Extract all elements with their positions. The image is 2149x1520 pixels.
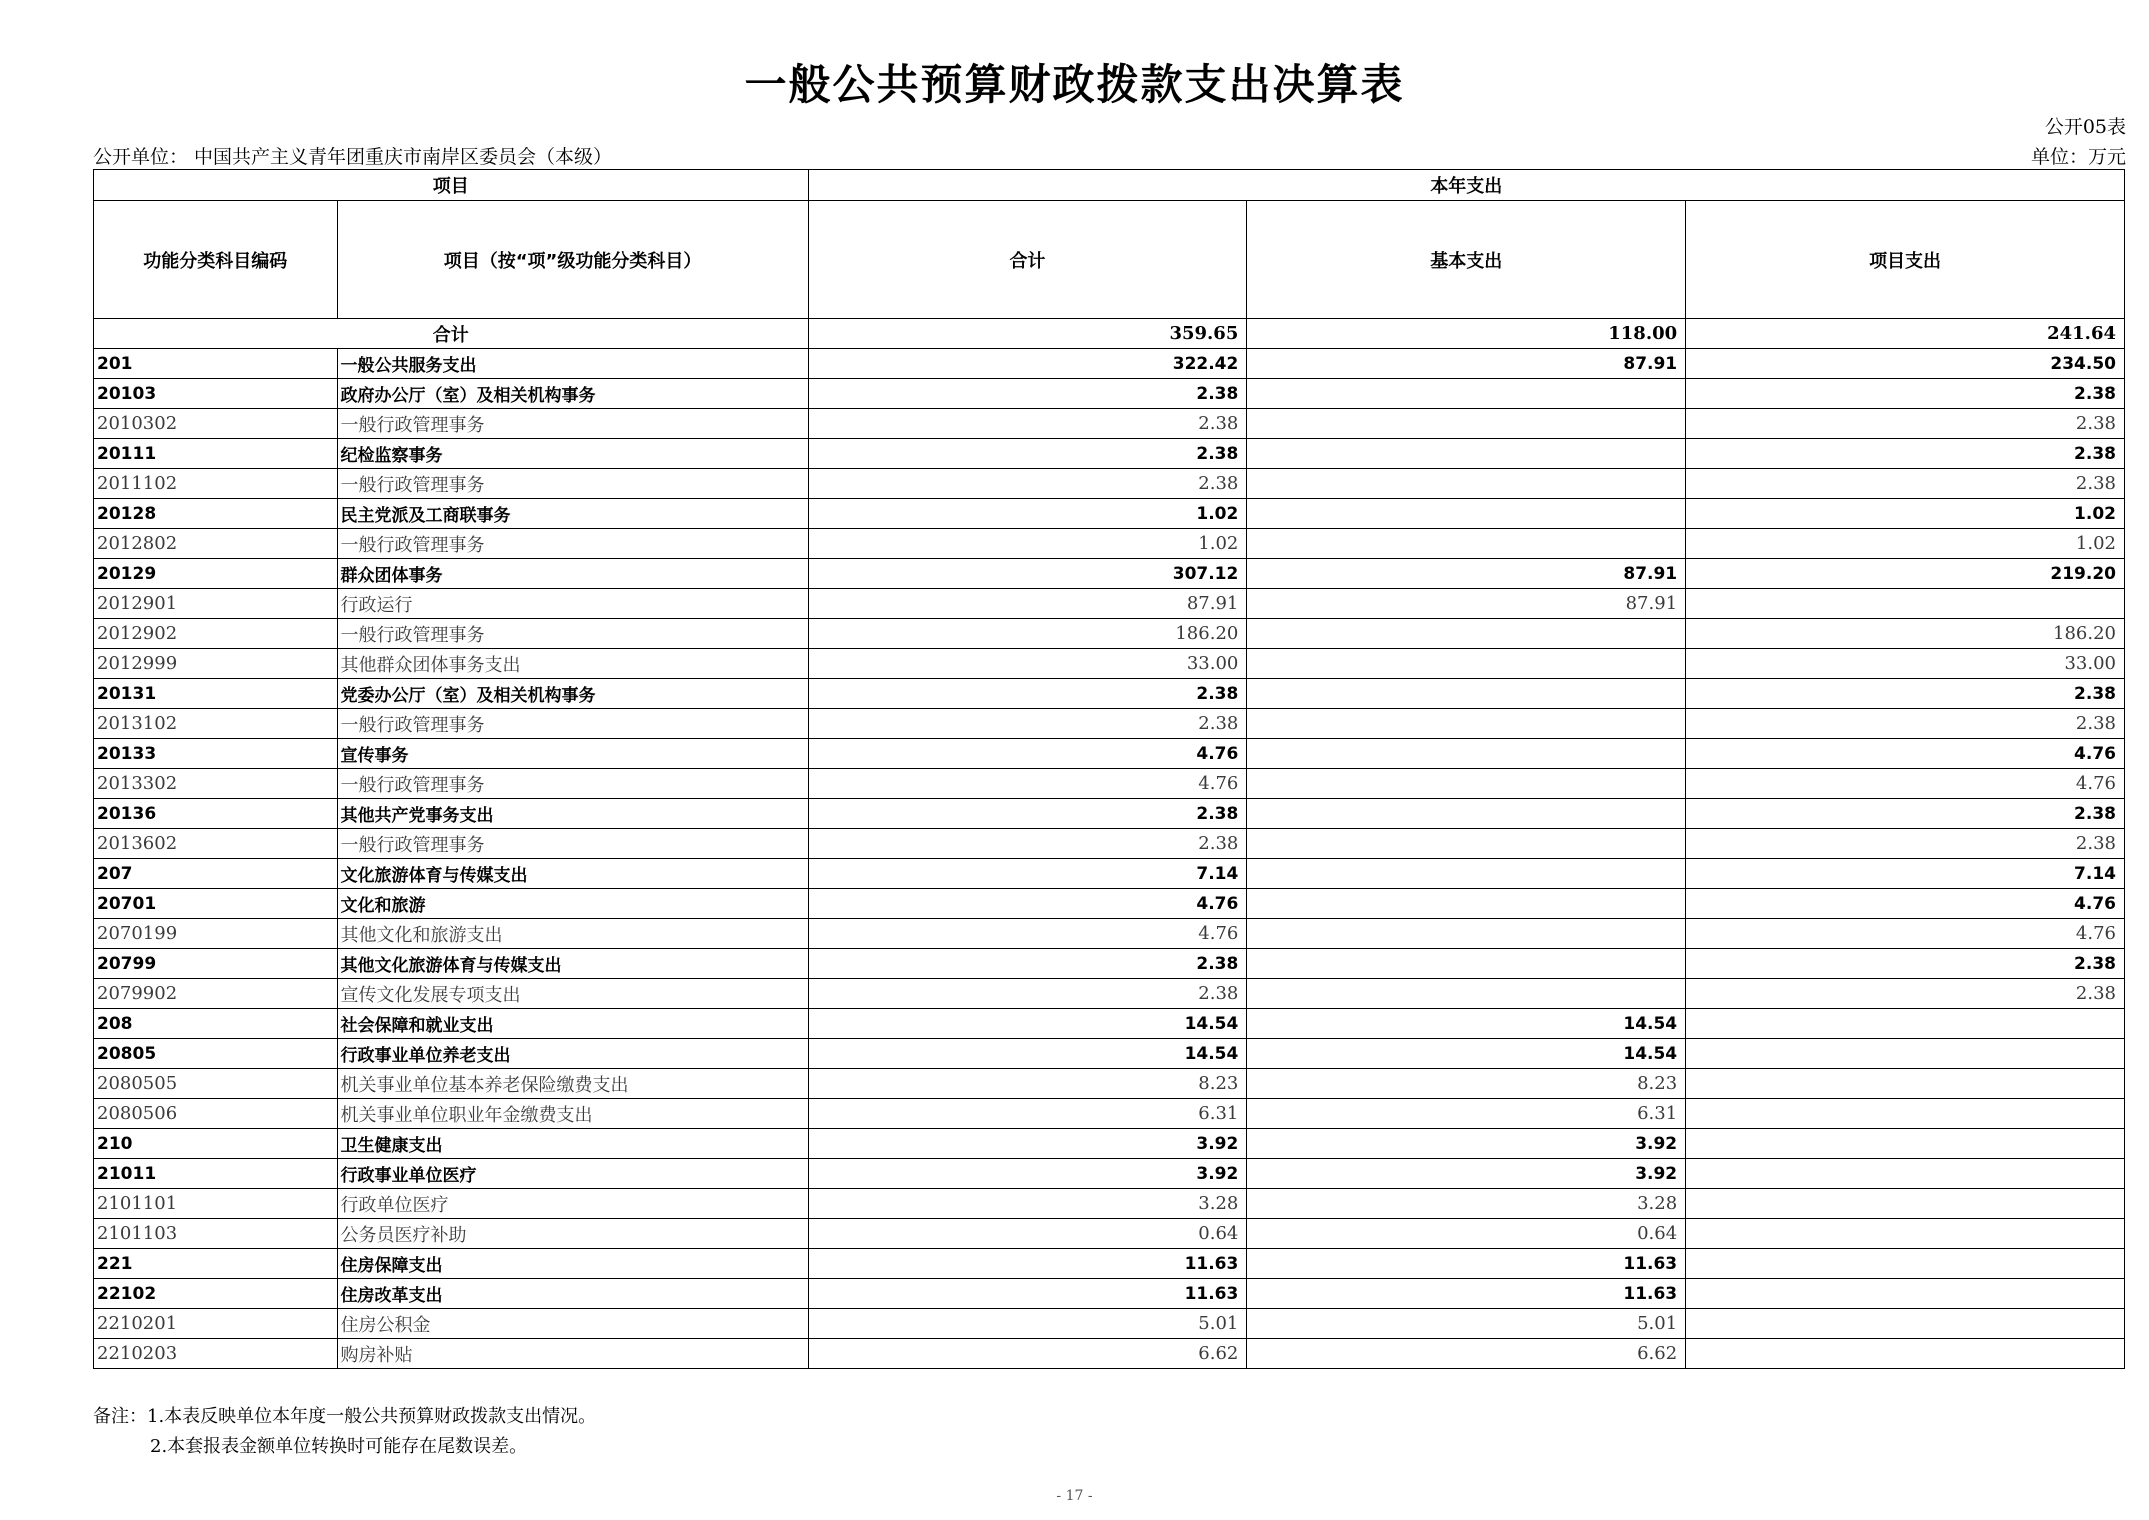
cell-project: 234.50	[1686, 349, 2125, 379]
cell-total: 11.63	[808, 1249, 1247, 1279]
cell-project	[1686, 1159, 2125, 1189]
cell-name: 一般行政管理事务	[337, 709, 808, 739]
cell-basic	[1247, 679, 1686, 709]
cell-total: 11.63	[808, 1279, 1247, 1309]
cell-code: 20128	[94, 499, 338, 529]
cell-code: 20133	[94, 739, 338, 769]
cell-project: 2.38	[1686, 439, 2125, 469]
cell-total: 5.01	[808, 1309, 1247, 1339]
table-row	[94, 469, 2125, 499]
cell-basic: 87.91	[1247, 559, 1686, 589]
cell-project	[1686, 1099, 2125, 1129]
cell-project: 2.38	[1686, 379, 2125, 409]
table-row	[94, 499, 2125, 529]
table-row	[94, 1339, 2125, 1369]
cell-code: 2011102	[94, 469, 338, 499]
cell-total: 2.38	[808, 379, 1247, 409]
cell-project: 7.14	[1686, 859, 2125, 889]
cell-code: 221	[94, 1249, 338, 1279]
cell-name: 行政运行	[337, 589, 808, 619]
cell-code: 20129	[94, 559, 338, 589]
cell-basic: 14.54	[1247, 1009, 1686, 1039]
table-row	[94, 859, 2125, 889]
cell-name: 一般行政管理事务	[337, 829, 808, 859]
cell-code: 2012901	[94, 589, 338, 619]
table-row	[94, 919, 2125, 949]
header-code: 功能分类科目编码	[94, 201, 338, 319]
cell-total: 1.02	[808, 499, 1247, 529]
cell-total: 2.38	[808, 829, 1247, 859]
cell-code: 20701	[94, 889, 338, 919]
cell-code: 2070199	[94, 919, 338, 949]
cell-name: 一般行政管理事务	[337, 529, 808, 559]
cell-name: 卫生健康支出	[337, 1129, 808, 1159]
table-row	[94, 439, 2125, 469]
cell-basic	[1247, 769, 1686, 799]
cell-name: 一般行政管理事务	[337, 769, 808, 799]
cell-code: 210	[94, 1129, 338, 1159]
cell-code: 2080505	[94, 1069, 338, 1099]
cell-basic	[1247, 949, 1686, 979]
cell-basic	[1247, 469, 1686, 499]
cell-code: 201	[94, 349, 338, 379]
form-number: 公开05表	[2044, 116, 2126, 138]
cell-code: 2013102	[94, 709, 338, 739]
cell-code: 20805	[94, 1039, 338, 1069]
table-row	[94, 709, 2125, 739]
cell-project: 2.38	[1686, 679, 2125, 709]
cell-basic: 3.28	[1247, 1189, 1686, 1219]
cell-name: 一般公共服务支出	[337, 349, 808, 379]
cell-total: 1.02	[808, 529, 1247, 559]
table-row	[94, 1129, 2125, 1159]
table-row	[94, 1279, 2125, 1309]
table-row	[94, 1159, 2125, 1189]
cell-total: 3.28	[808, 1189, 1247, 1219]
cell-total: 87.91	[808, 589, 1247, 619]
cell-basic	[1247, 709, 1686, 739]
cell-code: 20111	[94, 439, 338, 469]
cell-total: 2.38	[808, 409, 1247, 439]
cell-name: 一般行政管理事务	[337, 409, 808, 439]
expenditure-table	[93, 169, 2125, 1369]
header-row-columns	[94, 201, 2125, 319]
cell-name: 行政事业单位养老支出	[337, 1039, 808, 1069]
header-row-group	[94, 170, 2125, 201]
cell-name: 机关事业单位基本养老保险缴费支出	[337, 1069, 808, 1099]
cell-project: 2.38	[1686, 709, 2125, 739]
table-row	[94, 619, 2125, 649]
cell-name: 行政单位医疗	[337, 1189, 808, 1219]
total-basic: 118.00	[1247, 319, 1686, 349]
total-sum: 359.65	[808, 319, 1247, 349]
cell-project: 2.38	[1686, 409, 2125, 439]
cell-code: 2101101	[94, 1189, 338, 1219]
table-row	[94, 949, 2125, 979]
cell-name: 群众团体事务	[337, 559, 808, 589]
cell-basic: 3.92	[1247, 1159, 1686, 1189]
cell-code: 2101103	[94, 1219, 338, 1249]
cell-basic: 8.23	[1247, 1069, 1686, 1099]
cell-project	[1686, 1309, 2125, 1339]
cell-total: 307.12	[808, 559, 1247, 589]
cell-basic	[1247, 799, 1686, 829]
cell-project	[1686, 1219, 2125, 1249]
cell-project: 1.02	[1686, 499, 2125, 529]
table-row	[94, 589, 2125, 619]
cell-basic	[1247, 529, 1686, 559]
cell-code: 2012902	[94, 619, 338, 649]
cell-name: 其他文化和旅游支出	[337, 919, 808, 949]
cell-total: 6.62	[808, 1339, 1247, 1369]
cell-code: 21011	[94, 1159, 338, 1189]
page-number: - 17 -	[1056, 1488, 1093, 1504]
cell-basic	[1247, 379, 1686, 409]
cell-name: 其他共产党事务支出	[337, 799, 808, 829]
cell-code: 2012802	[94, 529, 338, 559]
cell-project: 4.76	[1686, 769, 2125, 799]
table-row	[94, 529, 2125, 559]
cell-project	[1686, 1069, 2125, 1099]
table-row	[94, 1009, 2125, 1039]
cell-project	[1686, 1279, 2125, 1309]
cell-name: 住房改革支出	[337, 1279, 808, 1309]
cell-name: 党委办公厅（室）及相关机构事务	[337, 679, 808, 709]
table-row	[94, 379, 2125, 409]
cell-name: 其他群众团体事务支出	[337, 649, 808, 679]
cell-code: 20799	[94, 949, 338, 979]
cell-code: 2079902	[94, 979, 338, 1009]
cell-basic	[1247, 859, 1686, 889]
cell-basic	[1247, 919, 1686, 949]
cell-project: 4.76	[1686, 739, 2125, 769]
cell-basic: 11.63	[1247, 1279, 1686, 1309]
cell-code: 20136	[94, 799, 338, 829]
cell-basic: 3.92	[1247, 1129, 1686, 1159]
cell-total: 3.92	[808, 1159, 1247, 1189]
cell-total: 14.54	[808, 1009, 1247, 1039]
cell-name: 一般行政管理事务	[337, 619, 808, 649]
cell-total: 322.42	[808, 349, 1247, 379]
header-project-expenditure: 项目支出	[1686, 201, 2125, 319]
cell-project	[1686, 1339, 2125, 1369]
header-current-year: 本年支出	[808, 170, 2124, 201]
cell-project: 33.00	[1686, 649, 2125, 679]
cell-total: 14.54	[808, 1039, 1247, 1069]
table-row	[94, 829, 2125, 859]
cell-basic	[1247, 979, 1686, 1009]
cell-basic	[1247, 619, 1686, 649]
page-title: 一般公共预算财政拨款支出决算表	[744, 60, 1405, 109]
cell-code: 20131	[94, 679, 338, 709]
cell-code: 2010302	[94, 409, 338, 439]
cell-total: 4.76	[808, 739, 1247, 769]
cell-basic: 6.31	[1247, 1099, 1686, 1129]
cell-name: 纪检监察事务	[337, 439, 808, 469]
cell-name: 民主党派及工商联事务	[337, 499, 808, 529]
cell-total: 2.38	[808, 709, 1247, 739]
table-row	[94, 739, 2125, 769]
cell-name: 住房保障支出	[337, 1249, 808, 1279]
table-row	[94, 1099, 2125, 1129]
table-row	[94, 1189, 2125, 1219]
cell-total: 4.76	[808, 889, 1247, 919]
cell-name: 住房公积金	[337, 1309, 808, 1339]
cell-basic	[1247, 649, 1686, 679]
total-row	[94, 319, 2125, 349]
cell-total: 2.38	[808, 679, 1247, 709]
table-row	[94, 1219, 2125, 1249]
table-row	[94, 679, 2125, 709]
reporting-unit: 公开单位： 中国共产主义青年团重庆市南岸区委员会（本级）	[93, 146, 613, 168]
cell-total: 2.38	[808, 979, 1247, 1009]
cell-total: 2.38	[808, 469, 1247, 499]
cell-project	[1686, 589, 2125, 619]
table-row	[94, 649, 2125, 679]
cell-basic: 87.91	[1247, 589, 1686, 619]
note-2: 2.本套报表金额单位转换时可能存在尾数误差。	[150, 1436, 528, 1457]
header-total: 合计	[808, 201, 1247, 319]
cell-project	[1686, 1039, 2125, 1069]
cell-total: 7.14	[808, 859, 1247, 889]
cell-basic: 14.54	[1247, 1039, 1686, 1069]
cell-total: 8.23	[808, 1069, 1247, 1099]
table-row	[94, 1249, 2125, 1279]
cell-name: 宣传文化发展专项支出	[337, 979, 808, 1009]
cell-code: 22102	[94, 1279, 338, 1309]
cell-project: 2.38	[1686, 829, 2125, 859]
cell-code: 2013302	[94, 769, 338, 799]
cell-project	[1686, 1129, 2125, 1159]
cell-code: 2210201	[94, 1309, 338, 1339]
cell-total: 2.38	[808, 949, 1247, 979]
cell-name: 行政事业单位医疗	[337, 1159, 808, 1189]
header-project: 项目	[94, 170, 809, 201]
table-row	[94, 769, 2125, 799]
cell-project: 2.38	[1686, 799, 2125, 829]
cell-project	[1686, 1189, 2125, 1219]
cell-code: 2012999	[94, 649, 338, 679]
cell-basic: 87.91	[1247, 349, 1686, 379]
table-row	[94, 979, 2125, 1009]
note-1: 备注：1.本表反映单位本年度一般公共预算财政拨款支出情况。	[93, 1406, 597, 1427]
cell-project: 4.76	[1686, 919, 2125, 949]
cell-name: 政府办公厅（室）及相关机构事务	[337, 379, 808, 409]
cell-total: 4.76	[808, 919, 1247, 949]
cell-basic: 6.62	[1247, 1339, 1686, 1369]
table-row	[94, 559, 2125, 589]
cell-basic: 5.01	[1247, 1309, 1686, 1339]
cell-name: 一般行政管理事务	[337, 469, 808, 499]
cell-project	[1686, 1009, 2125, 1039]
table-row	[94, 889, 2125, 919]
cell-basic	[1247, 889, 1686, 919]
cell-name: 机关事业单位职业年金缴费支出	[337, 1099, 808, 1129]
cell-name: 文化和旅游	[337, 889, 808, 919]
cell-project: 2.38	[1686, 949, 2125, 979]
cell-basic: 0.64	[1247, 1219, 1686, 1249]
cell-basic: 11.63	[1247, 1249, 1686, 1279]
cell-project: 2.38	[1686, 469, 2125, 499]
cell-basic	[1247, 409, 1686, 439]
cell-total: 2.38	[808, 799, 1247, 829]
header-name: 项目（按“项”级功能分类科目）	[337, 201, 808, 319]
table-row	[94, 799, 2125, 829]
table-row	[94, 1069, 2125, 1099]
table-row	[94, 1039, 2125, 1069]
cell-total: 3.92	[808, 1129, 1247, 1159]
cell-project: 219.20	[1686, 559, 2125, 589]
cell-name: 购房补贴	[337, 1339, 808, 1369]
cell-total: 186.20	[808, 619, 1247, 649]
header-basic: 基本支出	[1247, 201, 1686, 319]
currency-unit: 单位：万元	[2030, 146, 2126, 168]
total-label: 合计	[94, 319, 809, 349]
cell-total: 0.64	[808, 1219, 1247, 1249]
cell-total: 33.00	[808, 649, 1247, 679]
table-row	[94, 1309, 2125, 1339]
cell-code: 20103	[94, 379, 338, 409]
cell-project: 1.02	[1686, 529, 2125, 559]
cell-name: 其他文化旅游体育与传媒支出	[337, 949, 808, 979]
cell-project	[1686, 1249, 2125, 1279]
cell-code: 208	[94, 1009, 338, 1039]
cell-project: 2.38	[1686, 979, 2125, 1009]
cell-total: 4.76	[808, 769, 1247, 799]
cell-project: 186.20	[1686, 619, 2125, 649]
cell-name: 公务员医疗补助	[337, 1219, 808, 1249]
cell-total: 2.38	[808, 439, 1247, 469]
total-project: 241.64	[1686, 319, 2125, 349]
table-row	[94, 349, 2125, 379]
cell-code: 207	[94, 859, 338, 889]
table-row	[94, 409, 2125, 439]
cell-basic	[1247, 739, 1686, 769]
cell-name: 文化旅游体育与传媒支出	[337, 859, 808, 889]
cell-code: 2210203	[94, 1339, 338, 1369]
cell-total: 6.31	[808, 1099, 1247, 1129]
cell-code: 2080506	[94, 1099, 338, 1129]
cell-name: 宣传事务	[337, 739, 808, 769]
cell-basic	[1247, 499, 1686, 529]
cell-basic	[1247, 439, 1686, 469]
notes	[93, 1402, 596, 1462]
cell-basic	[1247, 829, 1686, 859]
cell-code: 2013602	[94, 829, 338, 859]
cell-name: 社会保障和就业支出	[337, 1009, 808, 1039]
cell-project: 4.76	[1686, 889, 2125, 919]
